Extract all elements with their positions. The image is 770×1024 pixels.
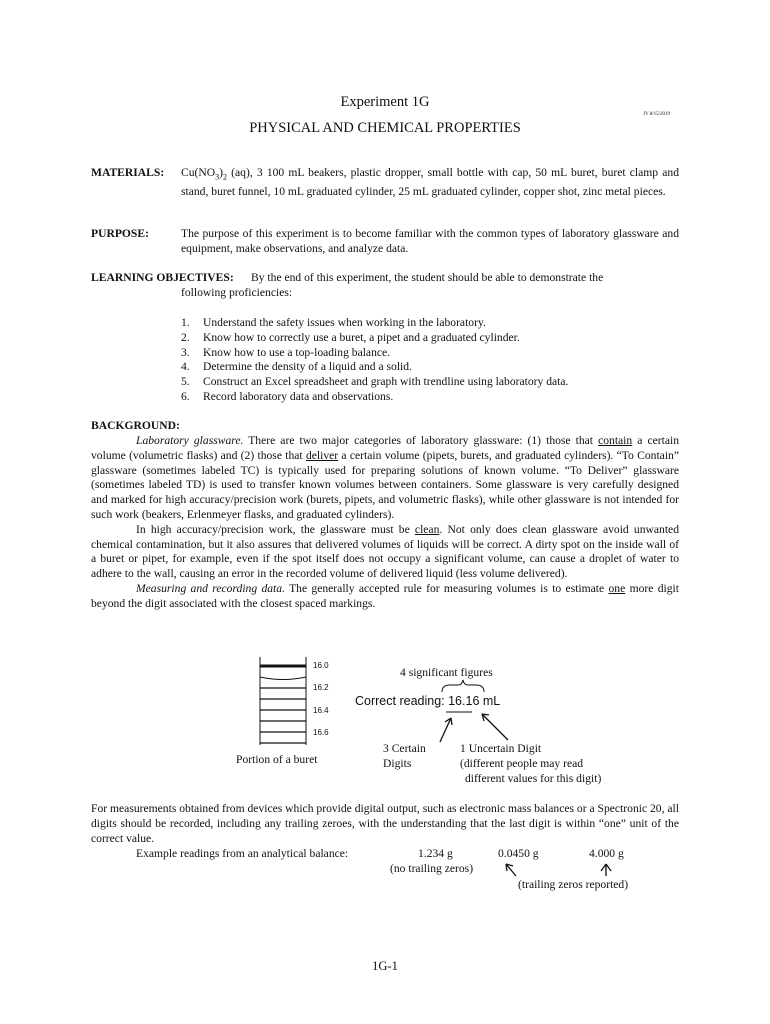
- reading-arrows: [410, 706, 520, 746]
- revision-date: JV 8/15/2019: [643, 112, 670, 117]
- page-title: PHYSICAL AND CHEMICAL PROPERTIES: [249, 120, 521, 136]
- objective-item: 1. Understand the safety issues when working in the laboratory.: [181, 316, 486, 329]
- certain-digits-line1: 3 Certain: [383, 742, 426, 755]
- note-trailing-zeros: (trailing zeros reported): [518, 878, 629, 891]
- buret-mark-label: 16.0: [313, 661, 329, 670]
- buret-mark-label: 16.6: [313, 728, 329, 737]
- background-body: [91, 434, 679, 612]
- brace-icon: [436, 678, 491, 694]
- objective-item: 4. Determine the density of a liquid and a solid.: [181, 360, 412, 374]
- materials-label: MATERIALS:: [91, 166, 165, 179]
- digital-output-text: For measurements obtained from devices which provide digital output, such as electronic mass balances or a Spectronic 20, all digits should be recorded, including any trailing zeroes, with the understanding that the last digit is within “one” unit of the correct value.: [91, 802, 679, 845]
- page-number: 1G-1: [372, 959, 398, 973]
- arrow-uncertain: [482, 714, 508, 740]
- balance-reading-2: 0.0450 g: [498, 847, 539, 860]
- subscript-2: 2: [223, 172, 228, 182]
- objective-item: 3. Know how to use a top-loading balance.: [181, 345, 391, 359]
- paragraph-glassware: Laboratory glassware. There are two major categories of laboratory glassware: (1) those that contain a certain volume (volumetric flasks) and (2) those that deliver a certain volume (pipets, burets, and graduated cylinders). “To Contain” glassware (sometimes labeled TC) is typically used for preparing solutions of known volume. “To Deliver” glassware (sometimes labeled TD) is used to transfer known volumes between containers. Some glassware is very carefully designed and marked for high accuracy/precision work (burets, pipets, and volumetric flasks), while other glassware is not intended for such work (beakers, Erlenmeyer flasks, and graduated cylinders).: [91, 434, 680, 521]
- trailing-zero-arrows: [500, 860, 620, 880]
- uncertain-digit-line1: 1 Uncertain Digit: [460, 742, 542, 755]
- purpose-text: The purpose of this experiment is to become familiar with the common types of laboratory glassware and equipment, make observations, and analyze data.: [181, 227, 679, 255]
- purpose-label: PURPOSE:: [91, 227, 149, 240]
- subscript-3: 3: [215, 172, 220, 182]
- objectives-label: LEARNING OBJECTIVES:: [91, 271, 234, 284]
- balance-reading-3: 4.000 g: [589, 847, 624, 860]
- uncertain-digit-line2: (different people may read: [460, 757, 584, 770]
- uncertain-digit-line3: different values for this digit): [465, 772, 602, 785]
- buret-mark-label: 16.4: [313, 706, 329, 715]
- buret-caption: Portion of a buret: [236, 753, 318, 766]
- background-label: BACKGROUND:: [91, 419, 180, 432]
- meniscus: [260, 677, 306, 680]
- objectives-intro-line2: following proficiencies:: [181, 286, 293, 299]
- objective-item: 5. Construct an Excel spreadsheet and graph with trendline using laboratory data.: [181, 375, 569, 389]
- sig-figs-label: 4 significant figures: [400, 666, 493, 679]
- balance-example-label: Example readings from an analytical balance:: [136, 847, 349, 860]
- paragraph-measuring: Measuring and recording data. The generally accepted rule for measuring volumes is to estimate one more digit beyond the digit associated with the closest spaced markings.: [91, 581, 679, 610]
- paragraph-clean: In high accuracy/precision work, the glassware must be clean. Not only does clean glassware avoid unwanted chemical contamination, but it also assures that delivered volumes of liquids will be correct. A dirty spot on the inside wall of a buret or pipet, for example, even if the spot itself does not occupy a significant volume, can cause a droplet of water to adhere to the wall, causing an error in the recorded volume of delivered liquid (less volume delivered).: [91, 522, 679, 581]
- buret-mark-label: 16.2: [313, 683, 329, 692]
- buret-diagram: [250, 655, 320, 750]
- balance-reading-1: 1.234 g: [418, 847, 453, 860]
- objective-item: 2. Know how to correctly use a buret, a pipet and a graduated cylinder.: [181, 330, 520, 344]
- note-no-trailing-zeros: (no trailing zeros): [390, 862, 474, 875]
- objectives-intro-line1: By the end of this experiment, the student should be able to demonstrate the: [251, 271, 604, 284]
- correct-reading: Correct reading: 16.16 mL: [355, 694, 501, 708]
- certain-digits-line2: Digits: [383, 757, 412, 770]
- experiment-number: Experiment 1G: [340, 94, 430, 110]
- materials-text: $Cu(NO_3)_2$ (aq), 3 100 mL beakers, plastic dropper, small bottle with cap, 50 mL buret, buret clamp and stand, buret funnel, 10 mL graduated cylinder, 25 mL graduated cylinder, copper shot, zinc metal pieces.: [181, 166, 679, 199]
- objective-item: 6. Record laboratory data and observations.: [181, 389, 394, 403]
- objectives-list: [181, 316, 681, 405]
